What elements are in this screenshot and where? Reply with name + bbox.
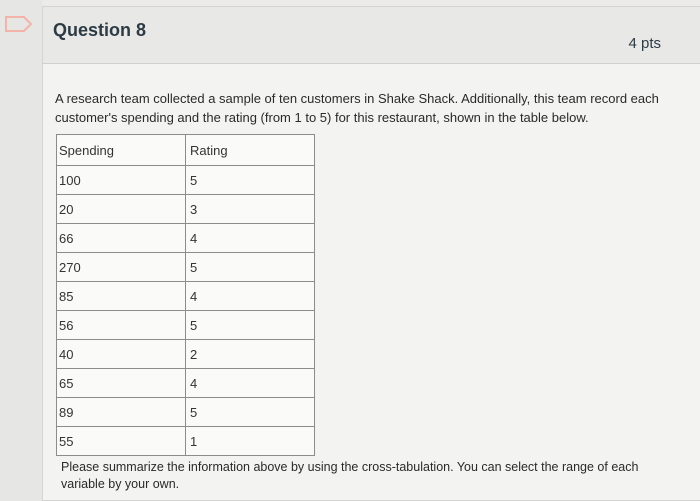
data-table xyxy=(56,134,315,456)
question-title: Question 8 xyxy=(53,20,147,40)
table-row xyxy=(57,340,315,369)
rating-cell: 2 xyxy=(186,340,315,369)
rating-cell: 5 xyxy=(186,311,315,340)
question-points: 4 pts xyxy=(628,35,661,52)
rating-cell: 4 xyxy=(186,369,315,398)
spending-cell: 55 xyxy=(57,427,186,456)
question-header xyxy=(43,7,700,64)
spending-cell: 89 xyxy=(57,398,186,427)
rating-cell: 5 xyxy=(186,166,315,195)
table-row xyxy=(57,224,315,253)
question-card xyxy=(42,6,700,501)
table-row xyxy=(57,253,315,282)
table-row xyxy=(57,369,315,398)
question-instruction: Please summarize the information above by using the cross-tabulation. You can select the range of each variable by your own. xyxy=(61,460,639,491)
table-header-row xyxy=(57,135,315,166)
rating-cell: 4 xyxy=(186,282,315,311)
header-spending: Spending xyxy=(57,135,186,166)
question-prompt: A research team collected a sample of ten customers in Shake Shack. Additionally, this team record each customer's spending and the rating (from 1 to 5) for this restaurant, shown in the table below. xyxy=(55,91,659,125)
table-row xyxy=(57,311,315,340)
header-rating: Rating xyxy=(186,135,315,166)
spending-cell: 20 xyxy=(57,195,186,224)
table-row xyxy=(57,398,315,427)
rating-cell: 5 xyxy=(186,253,315,282)
rating-cell: 4 xyxy=(186,224,315,253)
table-row xyxy=(57,166,315,195)
table-row xyxy=(57,195,315,224)
question-gutter xyxy=(0,0,42,501)
spending-cell: 56 xyxy=(57,311,186,340)
spending-cell: 100 xyxy=(57,166,186,195)
rating-cell: 3 xyxy=(186,195,315,224)
spending-cell: 85 xyxy=(57,282,186,311)
spending-cell: 40 xyxy=(57,340,186,369)
spending-cell: 65 xyxy=(57,369,186,398)
spending-cell: 66 xyxy=(57,224,186,253)
spending-cell: 270 xyxy=(57,253,186,282)
bookmark-flag-icon[interactable] xyxy=(4,15,34,33)
rating-cell: 5 xyxy=(186,398,315,427)
table-row xyxy=(57,282,315,311)
table-row xyxy=(57,427,315,456)
rating-cell: 1 xyxy=(186,427,315,456)
